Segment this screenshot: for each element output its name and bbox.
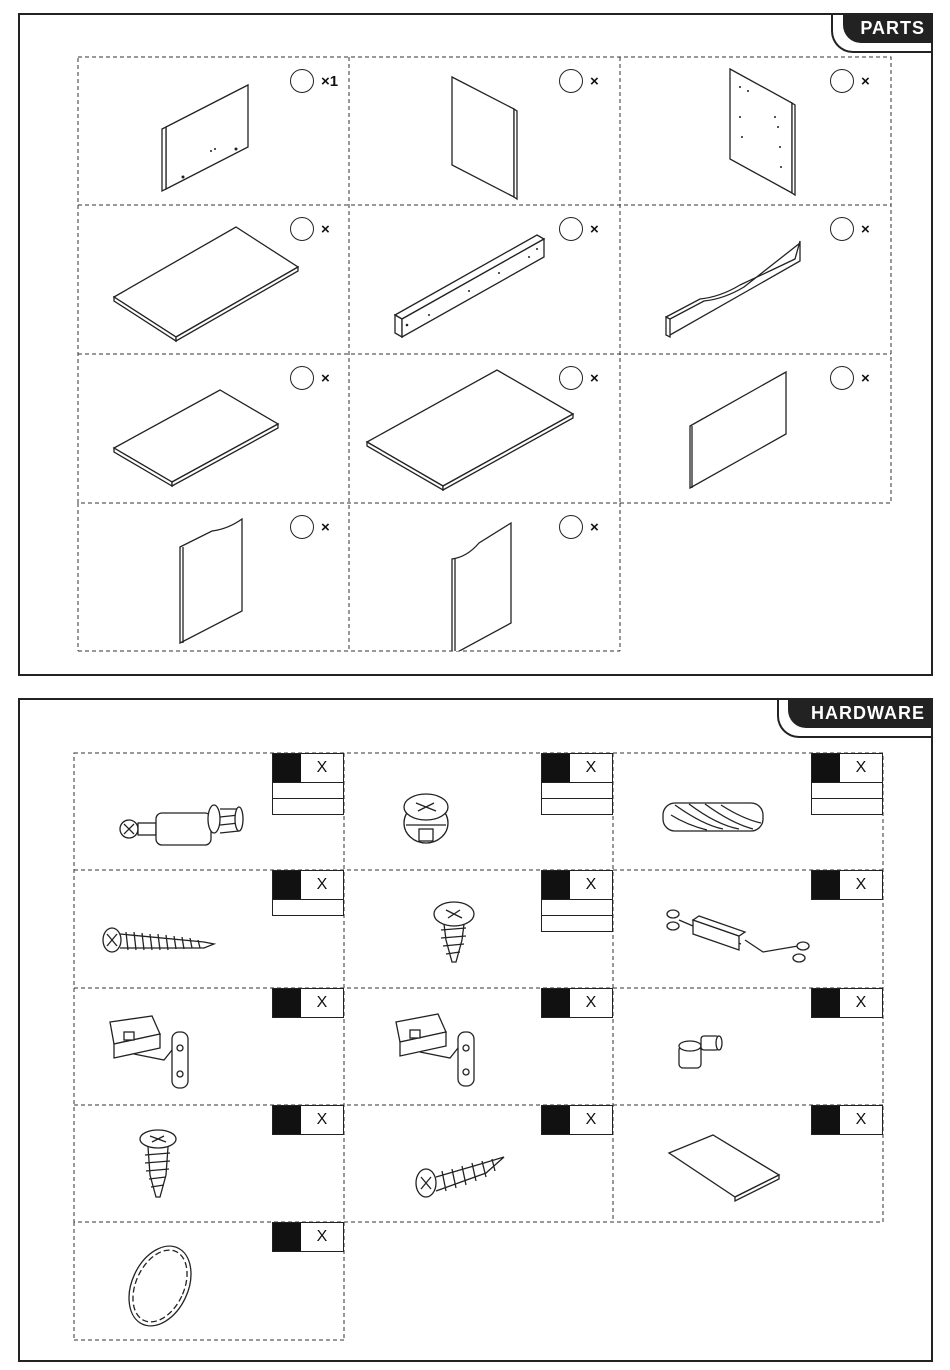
- hw-quantity-table: [541, 988, 613, 1018]
- hw-cell-10: [74, 1105, 344, 1222]
- quantity-label: ×: [321, 220, 330, 238]
- hw-mark: X: [855, 759, 867, 776]
- hw-mark: X: [316, 876, 328, 893]
- hw-quantity-table: [541, 1105, 613, 1135]
- part-cell-10: [78, 503, 349, 651]
- hw-mark: X: [316, 994, 328, 1011]
- hw-quantity-table: [811, 870, 883, 900]
- quantity-circle: [830, 69, 854, 93]
- quantity-label: ×: [861, 72, 870, 90]
- hw-cell-13: [74, 1222, 344, 1340]
- part-cell-8: [349, 354, 620, 503]
- hw-cell-11: [344, 1105, 613, 1222]
- part-cell-3: [620, 57, 891, 205]
- quantity-circle: [559, 515, 583, 539]
- hw-cell-12: [613, 1105, 883, 1222]
- part-cell-2: [349, 57, 620, 205]
- hw-mark: X: [585, 994, 597, 1011]
- hw-cell-2: [344, 753, 613, 870]
- hw-quantity-table: [272, 988, 344, 1018]
- hw-quantity-table: [272, 753, 344, 815]
- hw-quantity-table: [272, 1222, 344, 1252]
- quantity-label: ×1: [321, 72, 339, 90]
- quantity-circle: [559, 69, 583, 93]
- hardware-tab: HARDWARE: [788, 698, 933, 728]
- quantity-label: ×: [321, 518, 330, 536]
- hw-quantity-table: [811, 988, 883, 1018]
- hw-cell-6: [613, 870, 883, 988]
- hw-mark: X: [316, 759, 328, 776]
- hw-cell-8: [344, 988, 613, 1105]
- hw-quantity-table: [541, 870, 613, 932]
- hw-cell-9: [613, 988, 883, 1105]
- hw-mark: X: [585, 876, 597, 893]
- part-cell-9: [620, 354, 891, 503]
- hw-quantity-table: [272, 870, 344, 916]
- hw-mark: X: [855, 876, 867, 893]
- hw-quantity-table: [272, 1105, 344, 1135]
- part-cell-6: [620, 205, 891, 354]
- quantity-circle: [830, 217, 854, 241]
- hw-cell-3: [613, 753, 883, 870]
- part-cell-7: [78, 354, 349, 503]
- hw-mark: X: [585, 1111, 597, 1128]
- quantity-circle: [290, 366, 314, 390]
- hw-cell-1: [74, 753, 344, 870]
- quantity-circle: [830, 366, 854, 390]
- part-cell-4: [78, 205, 349, 354]
- hw-mark: X: [316, 1228, 328, 1245]
- quantity-circle: [290, 515, 314, 539]
- quantity-label: ×: [321, 369, 330, 387]
- quantity-label: ×: [590, 220, 599, 238]
- hw-cell-7: [74, 988, 344, 1105]
- quantity-label: ×: [861, 220, 870, 238]
- hw-cell-4: [74, 870, 344, 988]
- quantity-circle: [559, 217, 583, 241]
- part-cell-1: [78, 57, 349, 205]
- quantity-label: ×: [590, 72, 599, 90]
- quantity-circle: [559, 366, 583, 390]
- hw-mark: X: [316, 1111, 328, 1128]
- hardware-section: [18, 698, 933, 1362]
- quantity-label: ×: [861, 369, 870, 387]
- hw-quantity-table: [811, 753, 883, 815]
- parts-section: [18, 13, 933, 676]
- hw-quantity-table: [811, 1105, 883, 1135]
- hw-mark: X: [855, 994, 867, 1011]
- hw-quantity-table: [541, 753, 613, 815]
- parts-tab: PARTS: [843, 13, 933, 43]
- quantity-circle: [290, 217, 314, 241]
- hw-cell-5: [344, 870, 613, 988]
- quantity-label: ×: [590, 518, 599, 536]
- hw-mark: X: [855, 1111, 867, 1128]
- hw-mark: X: [585, 759, 597, 776]
- part-cell-5: [349, 205, 620, 354]
- quantity-circle: [290, 69, 314, 93]
- quantity-label: ×: [590, 369, 599, 387]
- part-cell-11: [349, 503, 620, 651]
